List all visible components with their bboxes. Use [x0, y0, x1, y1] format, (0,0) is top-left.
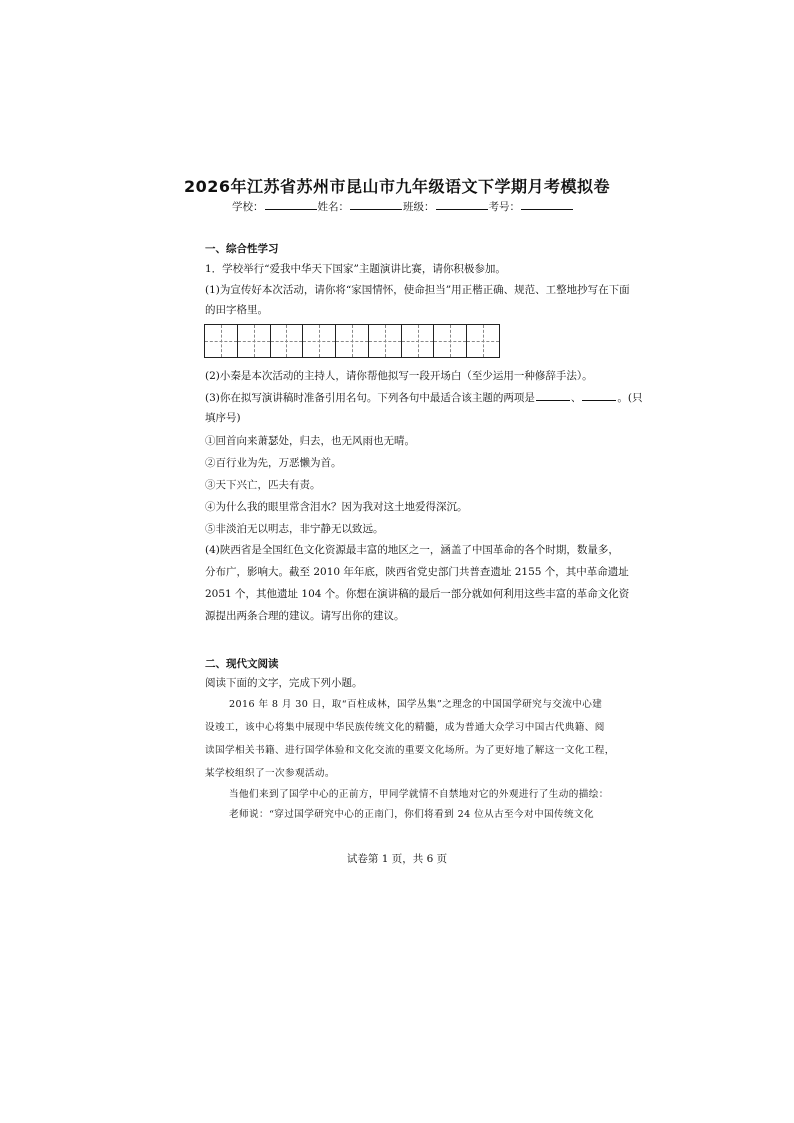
grid-cell — [402, 325, 435, 357]
question-1-1-line-2: 的田字格里。 — [205, 304, 268, 316]
grid-cell — [238, 325, 271, 357]
answer-blank-2 — [582, 391, 616, 401]
grid-cell — [369, 325, 402, 357]
option-5: ⑤非淡泊无以明志，非宁静无以致远。 — [205, 523, 384, 535]
passage-line-1: 2016 年 8 月 30 日，取“百柱成林，国学丛集”之理念的中国国学研究与交流中心建 — [229, 699, 603, 710]
school-blank — [265, 200, 317, 210]
grid-cell — [434, 325, 467, 357]
question-1-2: (2)小秦是本次活动的主持人，请你帮他拟写一段开场白（至少运用一种修辞手法）。 — [205, 370, 593, 382]
question-1-3-line-1 — [205, 390, 642, 405]
question-1-3-line-2: 填序号) — [205, 412, 241, 424]
question-1-1-line-1: (1)为宣传好本次活动，请你将“家国情怀，使命担当”用正楷正确、规范、工整地抄写在下面 — [205, 284, 630, 296]
number-blank — [521, 200, 573, 210]
question-1-3-text: (3)你在拟写演讲稿时准备引用名句。下列各句中最适合该主题的两项是 — [205, 392, 535, 404]
grid-cell — [303, 325, 336, 357]
tianzige-grid — [204, 324, 500, 358]
class-blank — [436, 200, 488, 210]
question-1-3-tail: 。(只 — [617, 392, 643, 404]
reading-intro: 阅读下面的文字，完成下列小题。 — [205, 677, 363, 689]
class-label: 班级： — [403, 201, 435, 213]
grid-cell — [205, 325, 238, 357]
section1-heading: 一、综合性学习 — [205, 243, 279, 255]
grid-cell — [336, 325, 369, 357]
passage-line-5: 当他们来到了国学中心的正前方，甲同学就情不自禁地对它的外观进行了生动的描绘： — [229, 789, 609, 800]
option-2: ②百行业为先，万恶懒为首。 — [205, 457, 342, 469]
page-footer: 试卷第 1 页，共 6 页 — [346, 853, 448, 865]
question-1-4-line-1: (4)陕西省是全国红色文化资源最丰富的地区之一，涵盖了中国革命的各个时期，数量多， — [205, 544, 619, 556]
option-1: ①回首向来萧瑟处，归去，也无风雨也无晴。 — [205, 435, 415, 447]
name-blank — [350, 200, 402, 210]
passage-line-2: 设竣工，该中心将集中展现中华民族传统文化的精髓，成为普通大众学习中国古代典籍、阅 — [205, 722, 605, 733]
grid-cell — [467, 325, 499, 357]
exam-title: 2026年江苏省苏州市昆山市九年级语文下学期月考模拟卷 — [183, 177, 611, 196]
number-label: 考号： — [488, 201, 520, 213]
question-1-4-line-3: 2051 个，其他遗址 104 个。你想在演讲稿的最后一部分就如何利用这些丰富的革命文化资 — [205, 588, 630, 600]
answer-blank-1 — [536, 391, 570, 401]
section2-heading: 二、现代文阅读 — [205, 658, 279, 670]
grid-cell — [271, 325, 304, 357]
option-3: ③天下兴亡，匹夫有责。 — [205, 479, 321, 491]
student-info-line — [232, 199, 574, 214]
question-1: 1．学校举行“爱我中华天下国家”主题演讲比赛，请你积极参加。 — [205, 263, 506, 275]
name-label: 姓名： — [317, 201, 349, 213]
school-label: 学校： — [232, 201, 264, 213]
passage-line-3: 读国学相关书籍、进行国学体验和文化交流的重要文化场所。为了更好地了解这一文化工程， — [205, 745, 615, 756]
question-1-4-line-2: 分布广，影响大。截至 2010 年年底，陕西省党史部门共普查遗址 2155 个，其中革命遗址 — [205, 566, 629, 578]
option-4: ④为什么我的眼里常含泪水？因为我对这土地爱得深沉。 — [205, 501, 468, 513]
passage-line-4: 某学校组织了一次参观活动。 — [205, 768, 335, 779]
separator: 、 — [570, 392, 582, 404]
passage-line-6: 老师说：“穿过国学研究中心的正南门，你们将看到 24 位从古至今对中国传统文化 — [229, 809, 594, 820]
question-1-4-line-4: 源提出两条合理的建议。请写出你的建议。 — [205, 610, 405, 622]
